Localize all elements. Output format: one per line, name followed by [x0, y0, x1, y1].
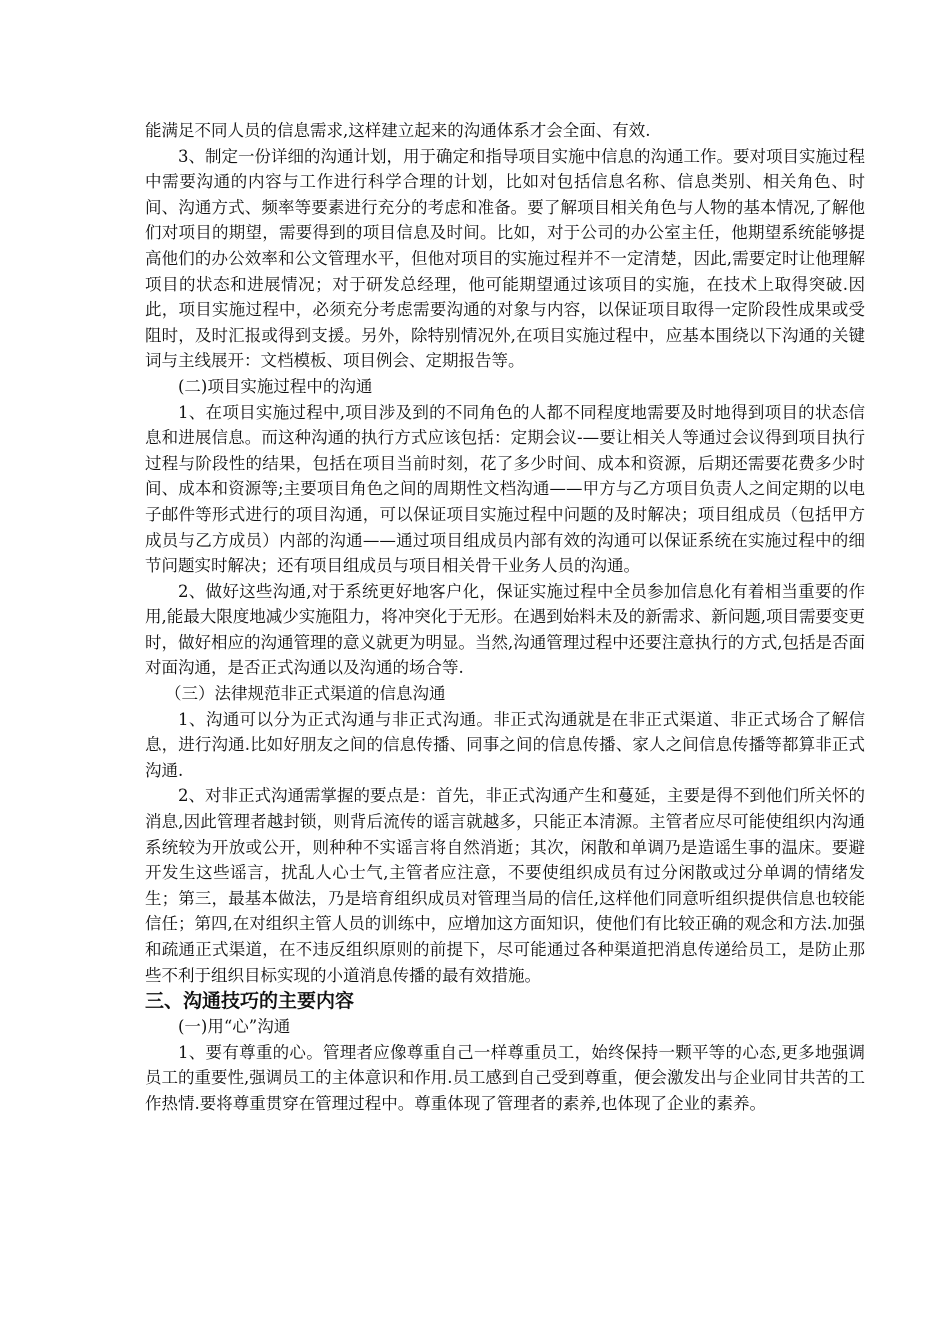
paragraph-continued: 能满足不同人员的信息需求,这样建立起来的沟通体系才会全面、有效.: [145, 121, 651, 140]
paragraph-sub3-item1: 1、沟通可以分为正式沟通与非正式沟通。非正式沟通就是在非正式渠道、非正式场合了解信息，进行沟通.比如好朋友之间的信息传播、同事之间的信息传播、家人之间信息传播等都算非正式沟通.: [145, 709, 865, 780]
paragraph-sub3-item2: 2、对非正式沟通需掌握的要点是：首先，非正式沟通产生和蔓延，主要是得不到他们所关怀的消息,因此管理者越封锁，则背后流传的谣言就越多，只能正本清源。主管者应尽可能使组织内沟通系统较为开放或公开，则种种不实谣言将自然消逝；其次，闲散和单调乃是造谣生事的温床。要避开发生这些谣言，扰乱人心士气,主管者应注意，不要使组织成员有过分闲散或过分单调的情绪发生；第三，最基本做法，乃是培育组织成员对管理当局的信任,这样他们同意听组织提供信息也较能信任；第四,在对组织主管人员的训练中，应增加这方面知识，使他们有比较正确的观念和方法.加强和疏通正式渠道，在不违反组织原则的前提下，尽可能通过各种渠道把消息传递给员工，是防止那些不利于组织目标实现的小道消息传播的最有效措施。: [145, 786, 865, 985]
subsection-title-heart: (一)用“心”沟通: [178, 1017, 291, 1037]
subsection-title-3: （三）法律规范非正式渠道的信息沟通: [165, 684, 446, 704]
paragraph-sub2-item1: 1、在项目实施过程中,项目涉及到的不同角色的人都不同程度地需要及时地得到项目的状态信息和进展信息。而这种沟通的执行方式应该包括：定期会议-—要让相关人等通过会议得到项目执行过程与阶段性的结果，包括在项目当前时刻，花了多少时间、成本和资源，后期还需要花费多少时间、成本和资源等;主要项目角色之间的周期性文档沟通——甲方与乙方项目负责人之间定期的以电子邮件等形式进行的项目沟通，可以保证项目实施过程中问题的及时解决；项目组成员（包括甲方成员与乙方成员）内部的沟通——通过项目组成员内部有效的沟通可以保证系统在实施过程中的细节问题实时解决；还有项目组成员与项目相关骨干业务人员的沟通。: [145, 402, 865, 576]
paragraph-heart-item1: 1、要有尊重的心。管理者应像尊重自己一样尊重员工，始终保持一颗平等的心态,更多地强调员工的重要性,强调员工的主体意识和作用.员工感到自己受到尊重，便会激发出与企业同甘共苦的工作热情.要将尊重贯穿在管理过程中。尊重体现了管理者的素养,也体现了企业的素养。: [145, 1042, 865, 1113]
document-page: [145, 118, 865, 1117]
paragraph-sub2-item2: 2、做好这些沟通,对于系统更好地客户化，保证实施过程中全员参加信息化有着相当重要的作用,能最大限度地减少实施阻力，将冲突化于无形。在遇到始料未及的新需求、新问题,项目需要变更时，做好相应的沟通管理的意义就更为明显。当然,沟通管理过程中还要注意执行的方式,包括是否面对面沟通，是否正式沟通以及沟通的场合等.: [145, 581, 865, 678]
subsection-title-2: (二)项目实施过程中的沟通: [178, 376, 373, 396]
paragraph-communication-plan: 3、制定一份详细的沟通计划，用于确定和指导项目实施中信息的沟通工作。要对项目实施过程中需要沟通的内容与工作进行科学合理的计划，比如对包括信息名称、信息类别、相关角色、时间、沟通方式、频率等要素进行充分的考虑和准备。要了解项目相关角色与人物的基本情况,了解他们对项目的期望，需要得到的项目信息及时间。比如，对于公司的办公室主任，他期望系统能够提高他们的办公效率和公文管理水平，但他对项目的实施过程并不一定清楚，因此,需要定时让他理解项目的状态和进展情况；对于研发总经理，他可能期望通过该项目的实施，在技术上取得突破.因此，项目实施过程中，必须充分考虑需要沟通的对象与内容，以保证项目取得一定阶段性成果或受阻时，及时汇报或得到支援。另外，除特别情况外,在项目实施过程中，应基本围绕以下沟通的关键词与主线展开：文档模板、项目例会、定期报告等。: [145, 146, 865, 371]
section-heading-3: 三、沟通技巧的主要内容: [145, 990, 355, 1013]
